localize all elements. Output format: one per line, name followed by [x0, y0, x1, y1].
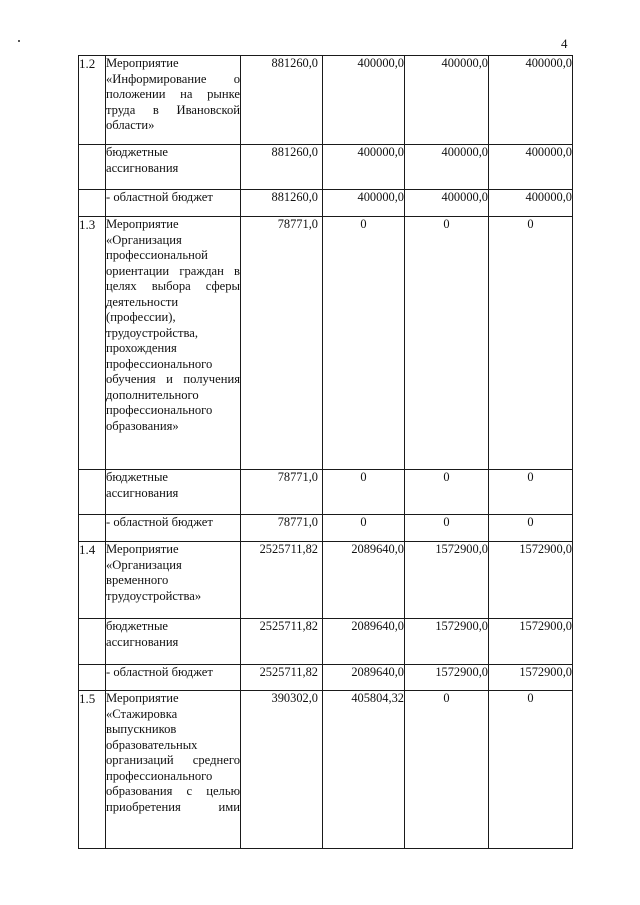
- table-row: [79, 470, 573, 515]
- row-description: Мероприятие «Организация временного трудоустройства»: [106, 542, 241, 619]
- value-cell: 2089640,0: [323, 665, 405, 691]
- row-number: 1.5: [79, 691, 106, 849]
- row-label: бюджетные ассигнования: [106, 145, 241, 190]
- value-cell: 2089640,0: [323, 542, 405, 619]
- value-cell: 1572900,0: [489, 542, 573, 619]
- value-cell: 78771,0: [241, 217, 323, 470]
- value-cell: 0: [405, 515, 489, 542]
- row-label: - областной бюджет: [106, 515, 241, 542]
- empty-cell: [79, 619, 106, 665]
- value-cell: 1572900,0: [405, 619, 489, 665]
- value-cell: 0: [405, 217, 489, 470]
- row-number: 1.3: [79, 217, 106, 470]
- value-cell: 400000,0: [323, 145, 405, 190]
- empty-cell: [79, 145, 106, 190]
- value-cell: 400000,0: [405, 56, 489, 145]
- value-cell: 400000,0: [323, 56, 405, 145]
- value-cell: 881260,0: [241, 190, 323, 217]
- table-row: [79, 542, 573, 619]
- value-cell: 0: [489, 691, 573, 849]
- value-cell: 400000,0: [405, 145, 489, 190]
- empty-cell: [79, 470, 106, 515]
- table-row: [79, 145, 573, 190]
- value-cell: 2525711,82: [241, 542, 323, 619]
- value-cell: 400000,0: [489, 145, 573, 190]
- table-row: [79, 190, 573, 217]
- row-description: Мероприятие «Организация профессиональной ориентации граждан в целях выбора сферы деятельности (профессии), трудоустройства, прохождения профессионального обучения и получения дополнительного профессионального образования»: [106, 217, 241, 470]
- table-row: [79, 217, 573, 470]
- value-cell: 400000,0: [489, 190, 573, 217]
- value-cell: 0: [323, 470, 405, 515]
- empty-cell: [79, 190, 106, 217]
- value-cell: 881260,0: [241, 56, 323, 145]
- row-description: Мероприятие «Информирование о положении на рынке труда в Ивановской области»: [106, 56, 241, 145]
- value-cell: 2525711,82: [241, 665, 323, 691]
- value-cell: 78771,0: [241, 515, 323, 542]
- value-cell: 0: [405, 691, 489, 849]
- table-row: [79, 56, 573, 145]
- value-cell: 78771,0: [241, 470, 323, 515]
- value-cell: 400000,0: [489, 56, 573, 145]
- value-cell: 405804,32: [323, 691, 405, 849]
- scan-speck: [18, 40, 20, 42]
- value-cell: 400000,0: [405, 190, 489, 217]
- value-cell: 1572900,0: [489, 619, 573, 665]
- row-description: Мероприятие «Стажировка выпускников образовательных организаций среднего профессионального образования с целью приобретения ими: [106, 691, 241, 849]
- empty-cell: [79, 665, 106, 691]
- value-cell: 0: [323, 515, 405, 542]
- table-row: [79, 691, 573, 849]
- value-cell: 1572900,0: [405, 665, 489, 691]
- page-number: 4: [561, 36, 568, 51]
- row-number: 1.2: [79, 56, 106, 145]
- value-cell: 881260,0: [241, 145, 323, 190]
- table-row: [79, 515, 573, 542]
- table-row: [79, 665, 573, 691]
- value-cell: 400000,0: [323, 190, 405, 217]
- value-cell: 2089640,0: [323, 619, 405, 665]
- value-cell: 1572900,0: [489, 665, 573, 691]
- value-cell: 1572900,0: [405, 542, 489, 619]
- value-cell: 0: [489, 217, 573, 470]
- value-cell: 390302,0: [241, 691, 323, 849]
- value-cell: 2525711,82: [241, 619, 323, 665]
- empty-cell: [79, 515, 106, 542]
- row-number: 1.4: [79, 542, 106, 619]
- budget-table: [78, 55, 573, 849]
- value-cell: 0: [489, 515, 573, 542]
- value-cell: 0: [323, 217, 405, 470]
- table-row: [79, 619, 573, 665]
- row-label: бюджетные ассигнования: [106, 470, 241, 515]
- value-cell: 0: [489, 470, 573, 515]
- row-label: бюджетные ассигнования: [106, 619, 241, 665]
- value-cell: 0: [405, 470, 489, 515]
- row-label: - областной бюджет: [106, 665, 241, 691]
- row-label: - областной бюджет: [106, 190, 241, 217]
